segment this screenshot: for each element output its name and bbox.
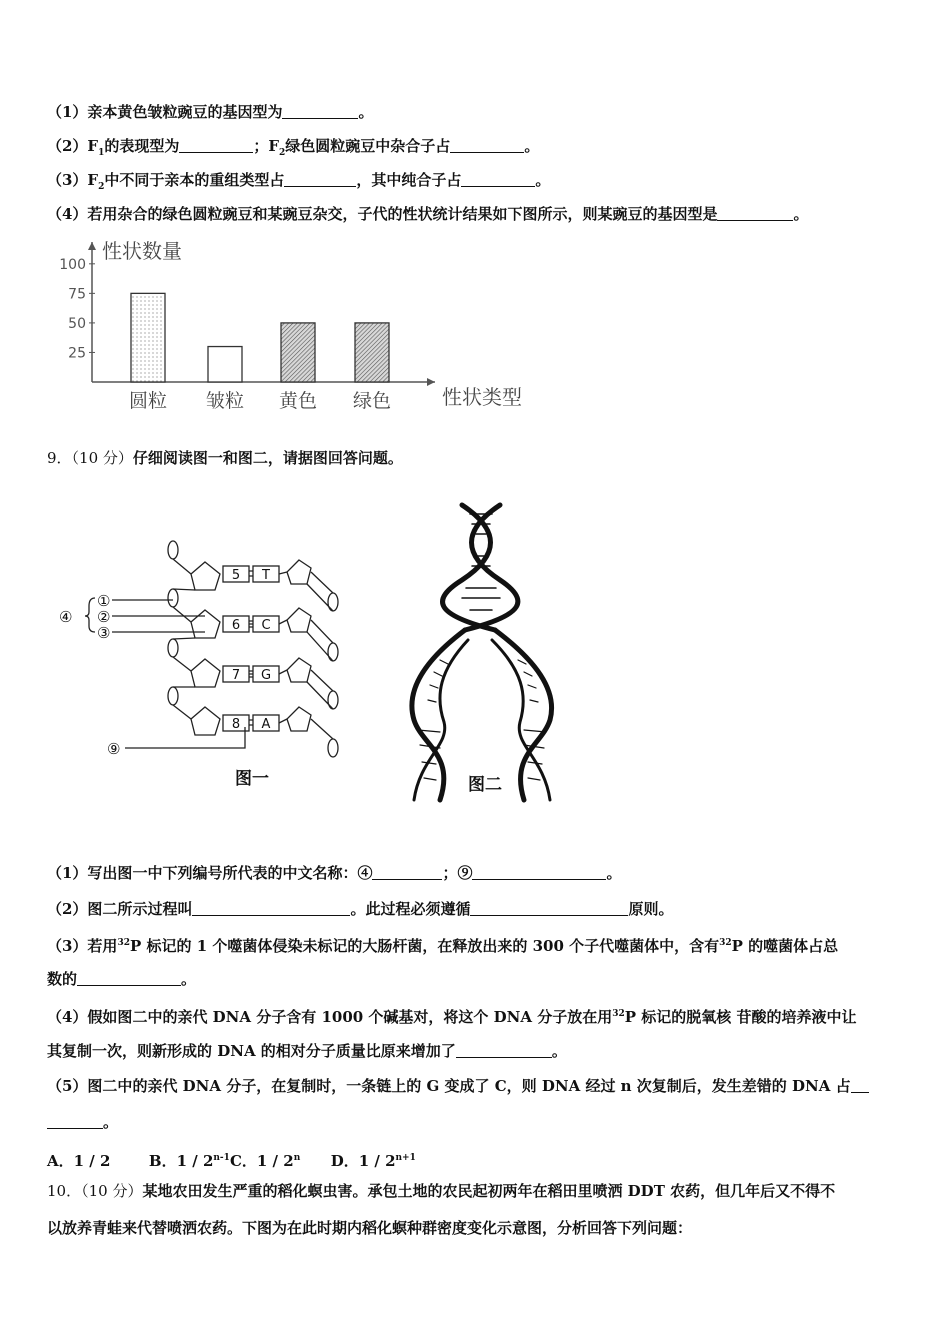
answer-blank[interactable]: [461, 171, 535, 187]
q9-part3-line2: 数的 。: [47, 970, 197, 988]
answer-blank[interactable]: [470, 900, 628, 916]
q8-part4: （4）若用杂合的绿色圆粒豌豆和某豌豆杂交，子代的性状统计结果如下图所示，则某豌豆的基因型是 。: [47, 205, 809, 223]
y-tick-label: 75: [68, 286, 86, 303]
q9-part3-line1: （3）若用$^{32}$P 标记的 1 个噬菌体侵染未标记的大肠杆菌，在释放出来的 300 个子代噬菌体中，含有$^{32}$P 的噬菌体占总: [47, 937, 839, 955]
base-letter: G: [260, 668, 272, 683]
x-category-label: 皱粒: [205, 390, 245, 412]
deoxyribose-sugar: [191, 562, 220, 590]
q9-part5-line1: （5）图二中的亲代 DNA 分子，在复制时，一条链上的 G 变成了 C，则 DNA 经过 n 次复制后，发生差错的 DNA 占: [47, 1076, 869, 1096]
answer-blank[interactable]: [717, 205, 793, 221]
answer-blank[interactable]: [284, 171, 356, 187]
label-1: ①: [97, 592, 111, 610]
bar-2: [208, 347, 242, 382]
phosphate-group: [168, 589, 178, 607]
deoxyribose-sugar: [191, 707, 220, 735]
base-number: 6: [231, 618, 241, 633]
deoxyribose-sugar: [191, 610, 220, 638]
y-axis-arrow: [88, 242, 96, 250]
bar-4: [355, 323, 389, 382]
q9-part4-line1: （4）假如图二中的亲代 DNA 分子含有 1000 个碱基对，将这个 DNA 分子放在用$^{32}$P 标记的脱氧核 苷酸的培养液中让: [47, 1008, 857, 1026]
base-letter: T: [262, 568, 270, 583]
base-number: 8: [231, 717, 241, 732]
y-tick-label: 25: [68, 345, 86, 362]
y-tick-label: 100: [59, 256, 86, 273]
q9-part2: （2）图二所示过程叫 。此过程必须遵循 原则。: [47, 900, 674, 918]
deoxyribose-sugar: [287, 608, 311, 632]
figure-1-caption: 图一: [235, 769, 269, 789]
chart-x-categories: [129, 390, 391, 412]
q9-options: [47, 1148, 416, 1171]
label-2: ②: [97, 608, 111, 626]
y-tick-label: 50: [68, 315, 86, 332]
answer-blank[interactable]: [472, 864, 606, 880]
q8-part1: （1）亲本黄色皱粒豌豆的基因型为 。: [47, 103, 374, 121]
option-c[interactable]: C．1 / 2$^n$: [229, 1152, 301, 1170]
base-letter: A: [261, 717, 271, 732]
x-category-label: 黄色: [278, 390, 318, 412]
phosphate-group: [168, 639, 178, 657]
q9-part1: （1）写出图一中下列编号所代表的中文名称：④ ；⑨ 。: [47, 864, 622, 882]
q10-line1: 10．（10 分）某地农田发生严重的稻化螟虫害。承包土地的农民起初两年在稻田里喷洒 DDT 农药，但几年后又不得不: [47, 1182, 836, 1200]
phosphate-group: [168, 687, 178, 705]
answer-blank[interactable]: [450, 137, 524, 153]
option-d[interactable]: D．$1 / 2^{n+1}$: [330, 1152, 416, 1170]
trait-bar-chart: [40, 232, 600, 422]
option-b[interactable]: B．1 / 2$^{n-1}$: [148, 1152, 230, 1170]
q8-part3: $(3)F_2$中不同于亲本的重组类型占 ，其中纯合子占 。: [47, 171, 551, 192]
chart-y-ticks: [59, 257, 95, 362]
chart-bars: [131, 293, 389, 382]
x-axis-arrow: [427, 378, 435, 386]
answer-blank[interactable]: [77, 970, 181, 986]
q10-line2: 以放养青蛙来代替喷洒农药。下图为在此时期内稻化螟种群密度变化示意图，分析回答下列问题：: [47, 1219, 693, 1237]
answer-blank[interactable]: [851, 1077, 869, 1093]
q9-header: 9．（10 分）仔细阅读图一和图二，请据图回答问题。: [47, 449, 403, 467]
deoxyribose-sugar: [287, 658, 311, 682]
q8-part2: $(2)F_1$的表现型为 ；$F_2$绿色圆粒豌豆中杂合子占 。: [47, 137, 540, 158]
label-4: ④: [59, 608, 73, 626]
figure-1-dna-structure: [55, 532, 355, 792]
deoxyribose-sugar: [287, 560, 311, 584]
phosphate-group: [328, 643, 338, 661]
chart-y-axis-label: 性状数量: [102, 239, 182, 263]
option-a[interactable]: A．1 / 2: [47, 1152, 111, 1170]
deoxyribose-sugar: [287, 707, 311, 731]
phosphate-group: [168, 541, 178, 559]
answer-blank[interactable]: [456, 1042, 552, 1058]
figure-2-caption: 图二: [468, 775, 502, 795]
x-category-label: 圆粒: [128, 390, 168, 412]
x-category-label: 绿色: [352, 390, 392, 412]
q9-part5-line2: 。: [47, 1112, 118, 1132]
phosphate-group: [328, 739, 338, 757]
label-9: ⑨: [107, 740, 121, 758]
base-number: 7: [231, 668, 241, 683]
answer-blank[interactable]: [282, 103, 358, 119]
answer-blank[interactable]: [47, 1113, 103, 1129]
figure-2-dna-replication: [400, 500, 580, 810]
base-number: 5: [231, 568, 241, 583]
base-letter: C: [261, 618, 271, 633]
q9-part4-line2: 其复制一次，则新形成的 DNA 的相对分子质量比原来增加了 。: [47, 1042, 567, 1060]
bar-3: [281, 323, 315, 382]
deoxyribose-sugar: [191, 659, 220, 687]
chart-x-axis-label: 性状类型: [442, 385, 522, 409]
answer-blank[interactable]: [372, 864, 442, 880]
label-3: ③: [97, 624, 111, 642]
answer-blank[interactable]: [192, 900, 350, 916]
bar-1: [131, 293, 165, 382]
answer-blank[interactable]: [179, 137, 253, 153]
